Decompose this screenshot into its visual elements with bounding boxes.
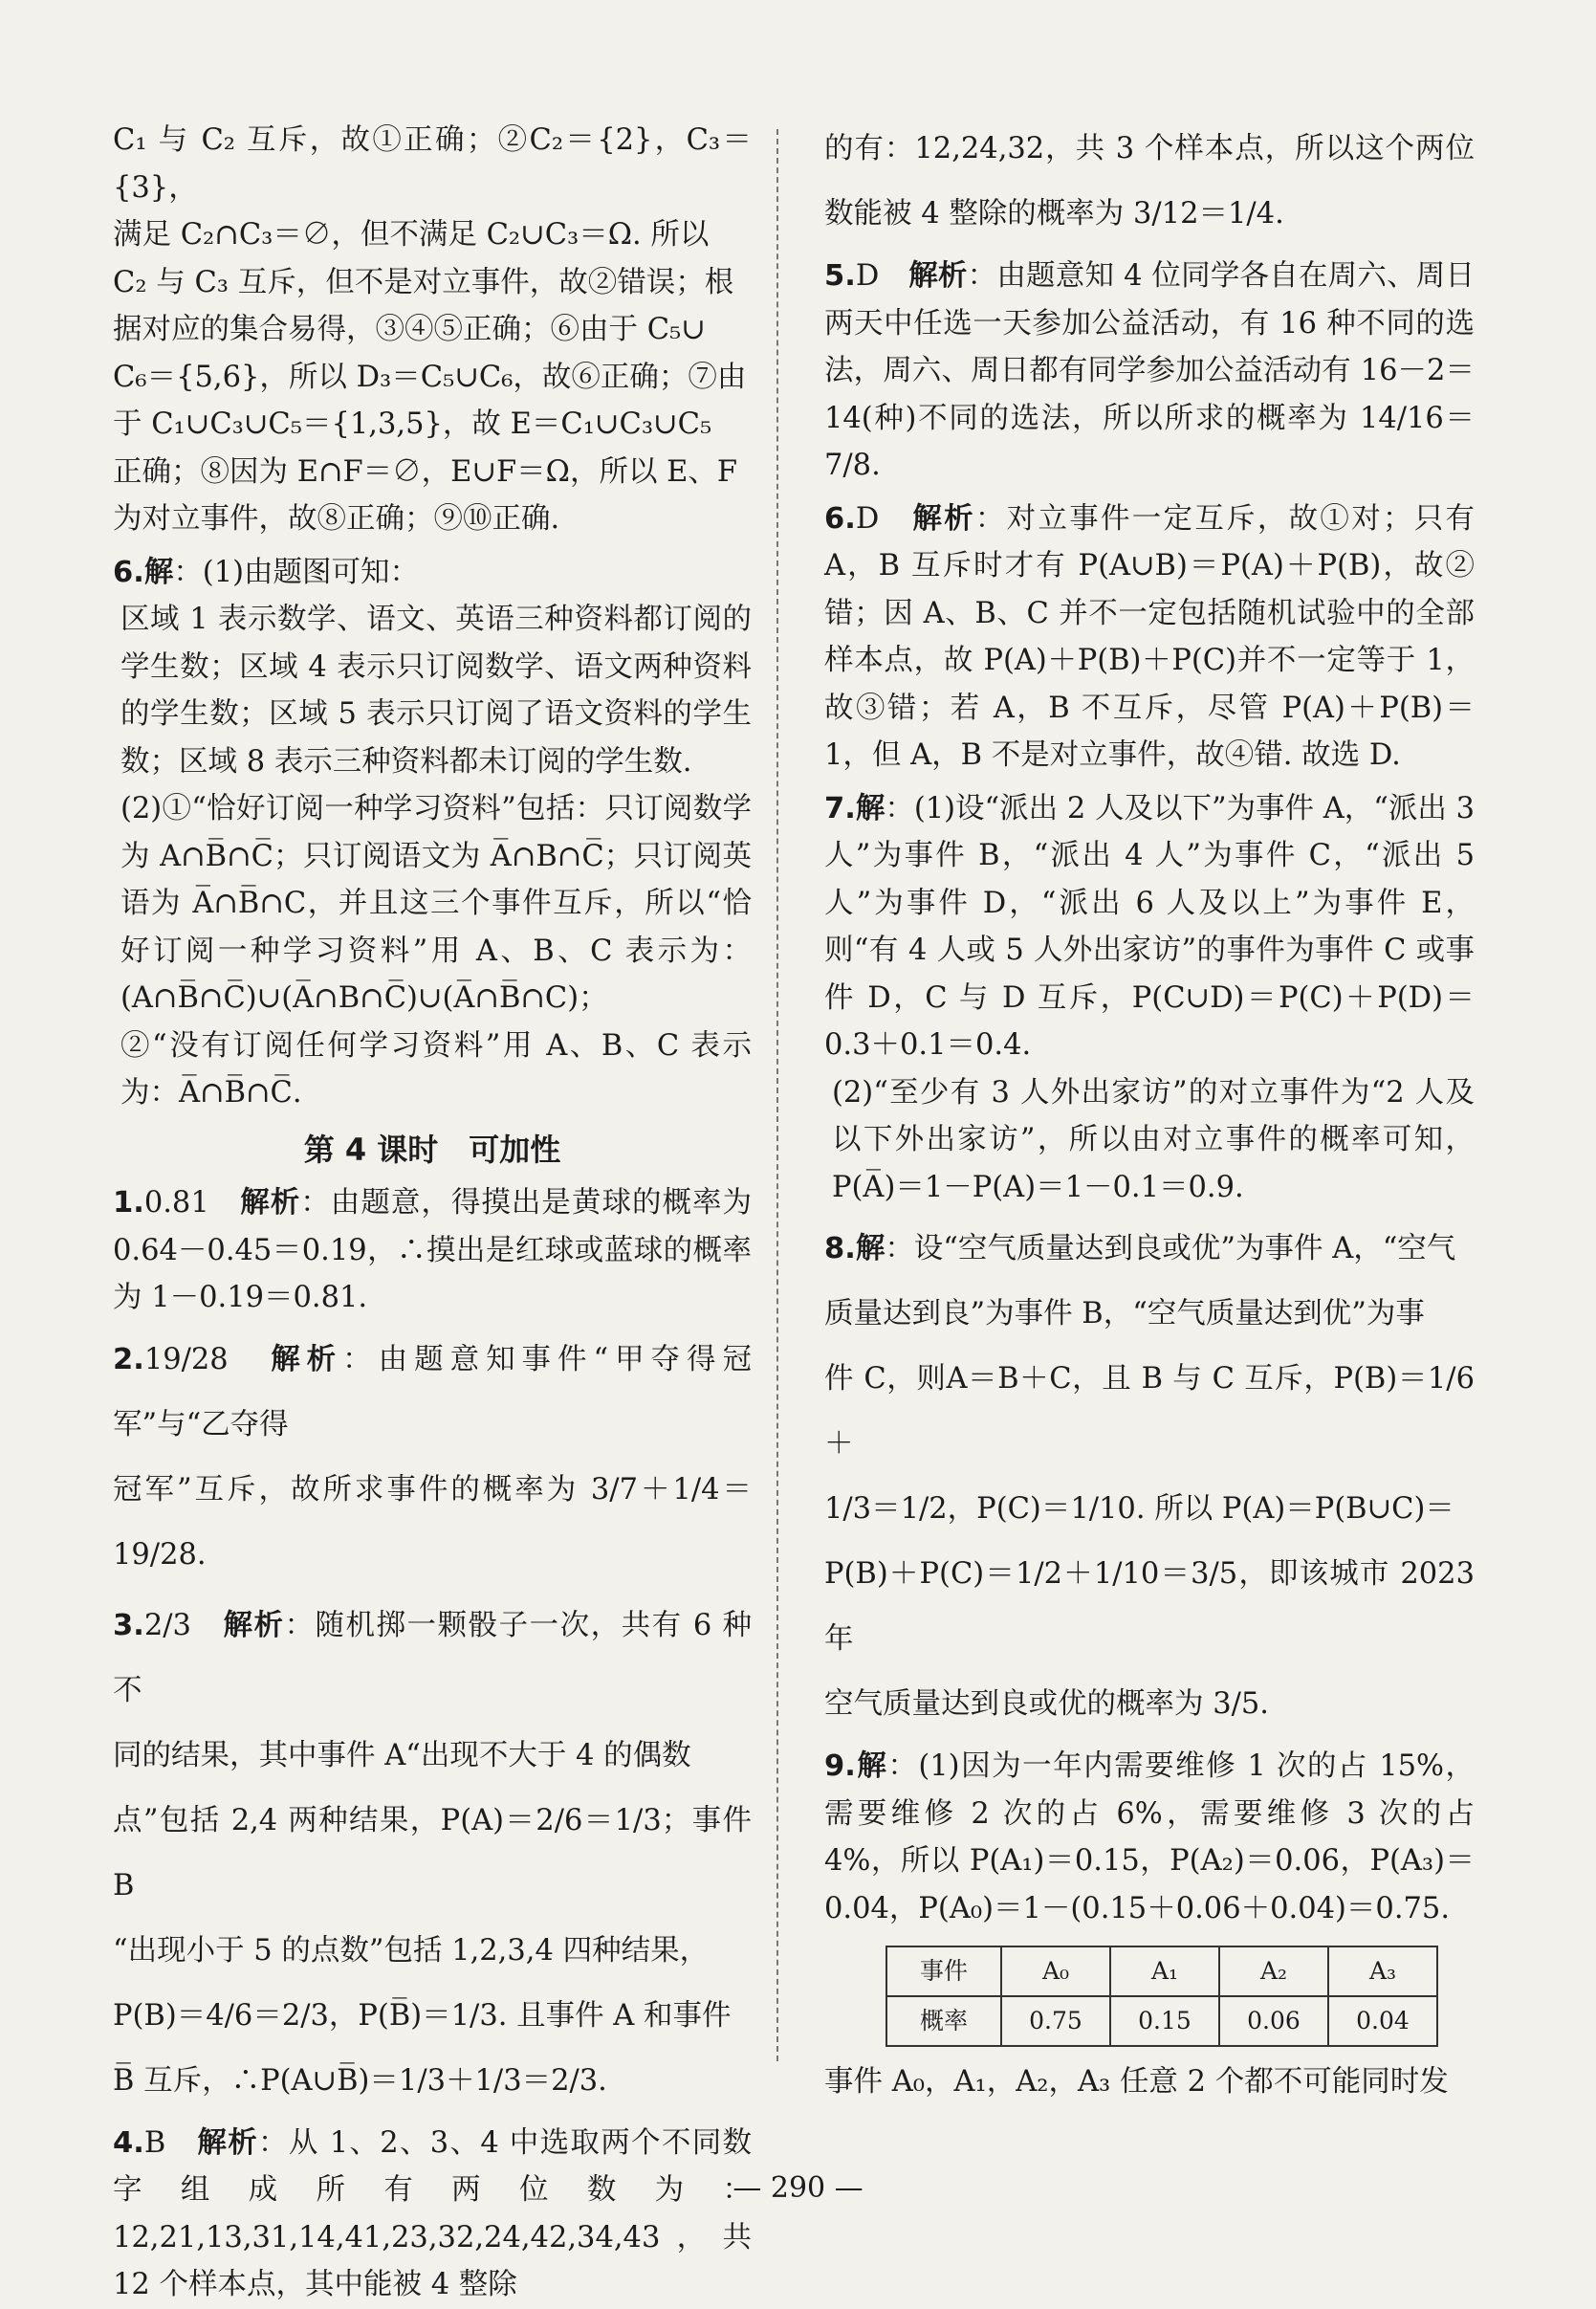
text-line: 据对应的集合易得，③④⑤正确；⑥由于 C₅∪ <box>113 313 706 346</box>
solution-tag: 解 <box>855 1232 885 1265</box>
table-cell: 0.15 <box>1110 1996 1219 2046</box>
question-6-part1: 区域 1 表示数学、语文、英语三种资料都订阅的学生数；区域 4 表示只订阅数学、语文两种资料的学生数；区域 5 表示只订阅了语文资料的学生数；区域 8 表示三种资料都未订阅的学生数. <box>120 603 752 779</box>
text-run: ：随机掷一颗骰子一次，共有 6 种不 <box>113 1608 752 1707</box>
question-7-part2: (2)“至少有 3 人外出家访”的对立事件为“2 人及以下外出家访”，所以由对立事件的概率可知，P(A̅)＝1－P(A)＝1－0.1＝0.9. <box>832 1075 1475 1204</box>
answer-value: B <box>143 2125 166 2160</box>
question-number: 2. <box>113 1342 144 1376</box>
question-6-solution <box>113 549 752 1117</box>
question-7-solution <box>824 785 1475 1212</box>
question-1-answer <box>113 1179 752 1322</box>
text-line: C₁ 与 C₂ 互斥，故①正确；②C₂＝{2}，C₃＝{3}， <box>113 123 752 205</box>
table-cell: 事件 <box>886 1946 1001 1996</box>
question-6-first-line <box>113 549 752 597</box>
question-number: 5. <box>824 259 856 293</box>
text-run: ：(1)由题图可知： <box>173 555 420 589</box>
solution-tag: 解 <box>855 1749 888 1783</box>
text-line: 空气质量达到良或优的概率为 3/5. <box>824 1687 1269 1721</box>
text-line: 于 C₁∪C₃∪C₅＝{1,3,5}，故 E＝C₁∪C₃∪C₅ <box>113 407 712 441</box>
analysis-tag: 解析 <box>197 2125 259 2160</box>
left-column <box>113 117 752 2309</box>
question-3-answer <box>113 1594 752 2114</box>
answer-value: 19/28 <box>143 1342 229 1376</box>
question-8-solution <box>824 1217 1475 1737</box>
table-cell: A₂ <box>1219 1946 1328 1996</box>
table-cell: A₀ <box>1001 1946 1110 1996</box>
text-line: 为对立事件，故⑧正确；⑨⑩正确. <box>113 502 560 536</box>
text-line: 件 C，则A＝B＋C，且 B 与 C 互斥，P(B)＝1/6＋ <box>824 1362 1475 1461</box>
question-number: 4. <box>113 2125 144 2160</box>
analysis-tag: 解析 <box>271 1342 343 1376</box>
text-line: 的有：12,24,32，共 3 个样本点，所以这个两位数能被 4 整除的概率为 3/12＝1/4. <box>824 132 1475 231</box>
text-run: ：设“空气质量达到良或优”为事件 A，“空气 <box>885 1232 1456 1265</box>
table-cell: A₁ <box>1110 1946 1219 1996</box>
table-header-row <box>886 1946 1437 1996</box>
text-line: 1/3＝1/2，P(C)＝1/10. 所以 P(A)＝P(B∪C)＝ <box>824 1492 1454 1526</box>
answer-value: 2/3 <box>143 1608 191 1642</box>
question-number: 7. <box>824 791 856 825</box>
text-run: ：由题意知事件“甲夺得冠军”与“乙夺得 <box>113 1342 753 1441</box>
solution-tag: 解 <box>143 555 174 589</box>
column-divider <box>776 129 778 2061</box>
text-line: 冠军”互斥，故所求事件的概率为 3/7＋1/4＝19/28. <box>113 1472 752 1572</box>
text-run: ：(1)设“派出 2 人及以下”为事件 A，“派出 3 人”为事件 B，“派出 4 人”为事件 C，“派出 5 人”为事件 D，“派出 6 人及以上”为事件 E，则“有 4 人或 5 人外出家访”的事件为事件 C 或事件 D，C 与 D 互斥，P(C∪D)＝P(C)＋P(D)＝0.3＋0.1＝0.4. <box>824 791 1475 1062</box>
answer-value: 0.81 <box>143 1186 209 1220</box>
text-line: 同的结果，其中事件 A“出现不大于 4 的偶数 <box>113 1738 691 1772</box>
text-run: ：(1)因为一年内需要维修 1 次的占 15%，需要维修 2 次的占 6%，需要维修 3 次的占 4%，所以 P(A₁)＝0.15，P(A₂)＝0.06，P(A₃)＝0.04，P(A₀)＝1－(0.15＋0.06＋0.04)＝0.75. <box>824 1749 1476 1925</box>
text-line: P(B)＝4/6＝2/3，P(B̅)＝1/3. 且事件 A 和事件 <box>113 1998 732 2033</box>
question-6-part2a: (2)①“恰好订阅一种学习资料”包括：只订阅数学为 A∩B̅∩C̅；只订阅语文为 A̅∩B∩C̅；只订阅英语为 A̅∩B̅∩C，并且这三个事件互斥，所以“恰好订阅一种学习资料”用 A、B、C 表示为：(A∩B̅∩C̅)∪(A̅∩B∩C̅)∪(A̅∩B̅∩C)； <box>120 792 752 1015</box>
text-line: 满足 C₂∩C₃＝∅，但不满足 C₂∪C₃＝Ω. 所以 <box>113 218 710 252</box>
analysis-tag: 解析 <box>240 1186 301 1220</box>
question-number: 3. <box>113 1608 144 1642</box>
text-line: 质量达到良”为事件 B，“空气质量达到优”为事 <box>824 1297 1425 1330</box>
question-number: 6. <box>824 501 856 536</box>
question-number: 8. <box>824 1232 856 1265</box>
analysis-tag: 解析 <box>908 259 968 293</box>
section-heading: 第 4 课时 可加性 <box>303 1131 561 1168</box>
table-cell: 0.06 <box>1219 1996 1328 2046</box>
question-number: 6. <box>113 555 144 589</box>
page-number: — 290 — <box>732 2171 864 2205</box>
text-line: 正确；⑧因为 E∩F＝∅，E∪F＝Ω，所以 E、F <box>113 454 738 489</box>
question-number: 1. <box>113 1186 144 1220</box>
question-5-answer <box>824 253 1475 490</box>
text-run: ：对立事件一定互斥，故①对；只有 A，B 互斥时才有 P(A∪B)＝P(A)＋P(B)，故②错；因 A、B、C 并不一定包括随机试验中的全部样本点，故 P(A)＋P(B)＋P(C)并不一定等于 1，故③错；若 A，B 不互斥，尽管 P(A)＋P(B)＝1，但 A，B 不是对立事件，故④错. 故选 D. <box>824 501 1476 772</box>
text-run: ：从 1、2、3、4 中选取两个不同数字组成所有两位数为：12,21,13,31,14,41,23,32,24,42,34,43，共 12 个样本点，其中能被 4 整除 <box>113 2125 753 2301</box>
text-run: ：由题意，得摸出是黄球的概率为 0.64－0.45＝0.19，∴摸出是红球或蓝球的概率为 1－0.19＝0.81. <box>113 1186 753 1314</box>
table-row <box>886 1996 1437 2046</box>
answer-value: D <box>855 259 880 293</box>
probability-table <box>885 1946 1438 2047</box>
prev-answer-continuation <box>113 117 752 543</box>
analysis-tag: 解析 <box>223 1608 285 1642</box>
table-cell: A₃ <box>1328 1946 1437 1996</box>
table-cell: 概率 <box>886 1996 1001 2046</box>
text-line: 点”包括 2,4 两种结果，P(A)＝2/6＝1/3；事件 B <box>113 1803 752 1902</box>
answer-value: D <box>855 501 880 536</box>
text-run: ：由题意知 4 位同学各自在周六、周日两天中任选一天参加公益活动，有 16 种不同的选法，周六、周日都有同学参加公益活动有 16－2＝14(种)不同的选法，所以所求的概率为 14/16＝7/8. <box>824 259 1475 482</box>
text-line: 事件 A₀，A₁，A₂，A₃ 任意 2 个都不可能同时发 <box>824 2065 1449 2099</box>
table-cell: 0.04 <box>1328 1996 1437 2046</box>
text-line: B̅ 互斥，∴P(A∪B̅)＝1/3＋1/3＝2/3. <box>113 2063 607 2098</box>
question-4-continuation <box>824 117 1475 247</box>
question-number: 9. <box>824 1749 856 1783</box>
question-6-answer <box>824 495 1475 780</box>
analysis-tag: 解析 <box>912 501 975 536</box>
question-4-answer <box>113 2120 752 2309</box>
text-line: C₂ 与 C₃ 互斥，但不是对立事件，故②错误；根 <box>113 265 734 299</box>
solution-tag: 解 <box>855 791 885 825</box>
question-6-part2b: ②“没有订阅任何学习资料”用 A、B、C 表示为：A̅∩B̅∩C̅. <box>120 1028 752 1110</box>
text-line: P(B)＋P(C)＝1/2＋1/10＝3/5，即该城市 2023 年 <box>824 1557 1475 1656</box>
right-column <box>824 117 1475 2106</box>
question-2-answer <box>113 1328 752 1588</box>
text-line: “出现小于 5 的点数”包括 1,2,3,4 四种结果， <box>113 1933 710 1968</box>
question-9-solution <box>824 1743 1475 2106</box>
table-cell: 0.75 <box>1001 1996 1110 2046</box>
text-line: C₆＝{5,6}，所以 D₃＝C₅∪C₆，故⑥正确；⑦由 <box>113 360 747 394</box>
